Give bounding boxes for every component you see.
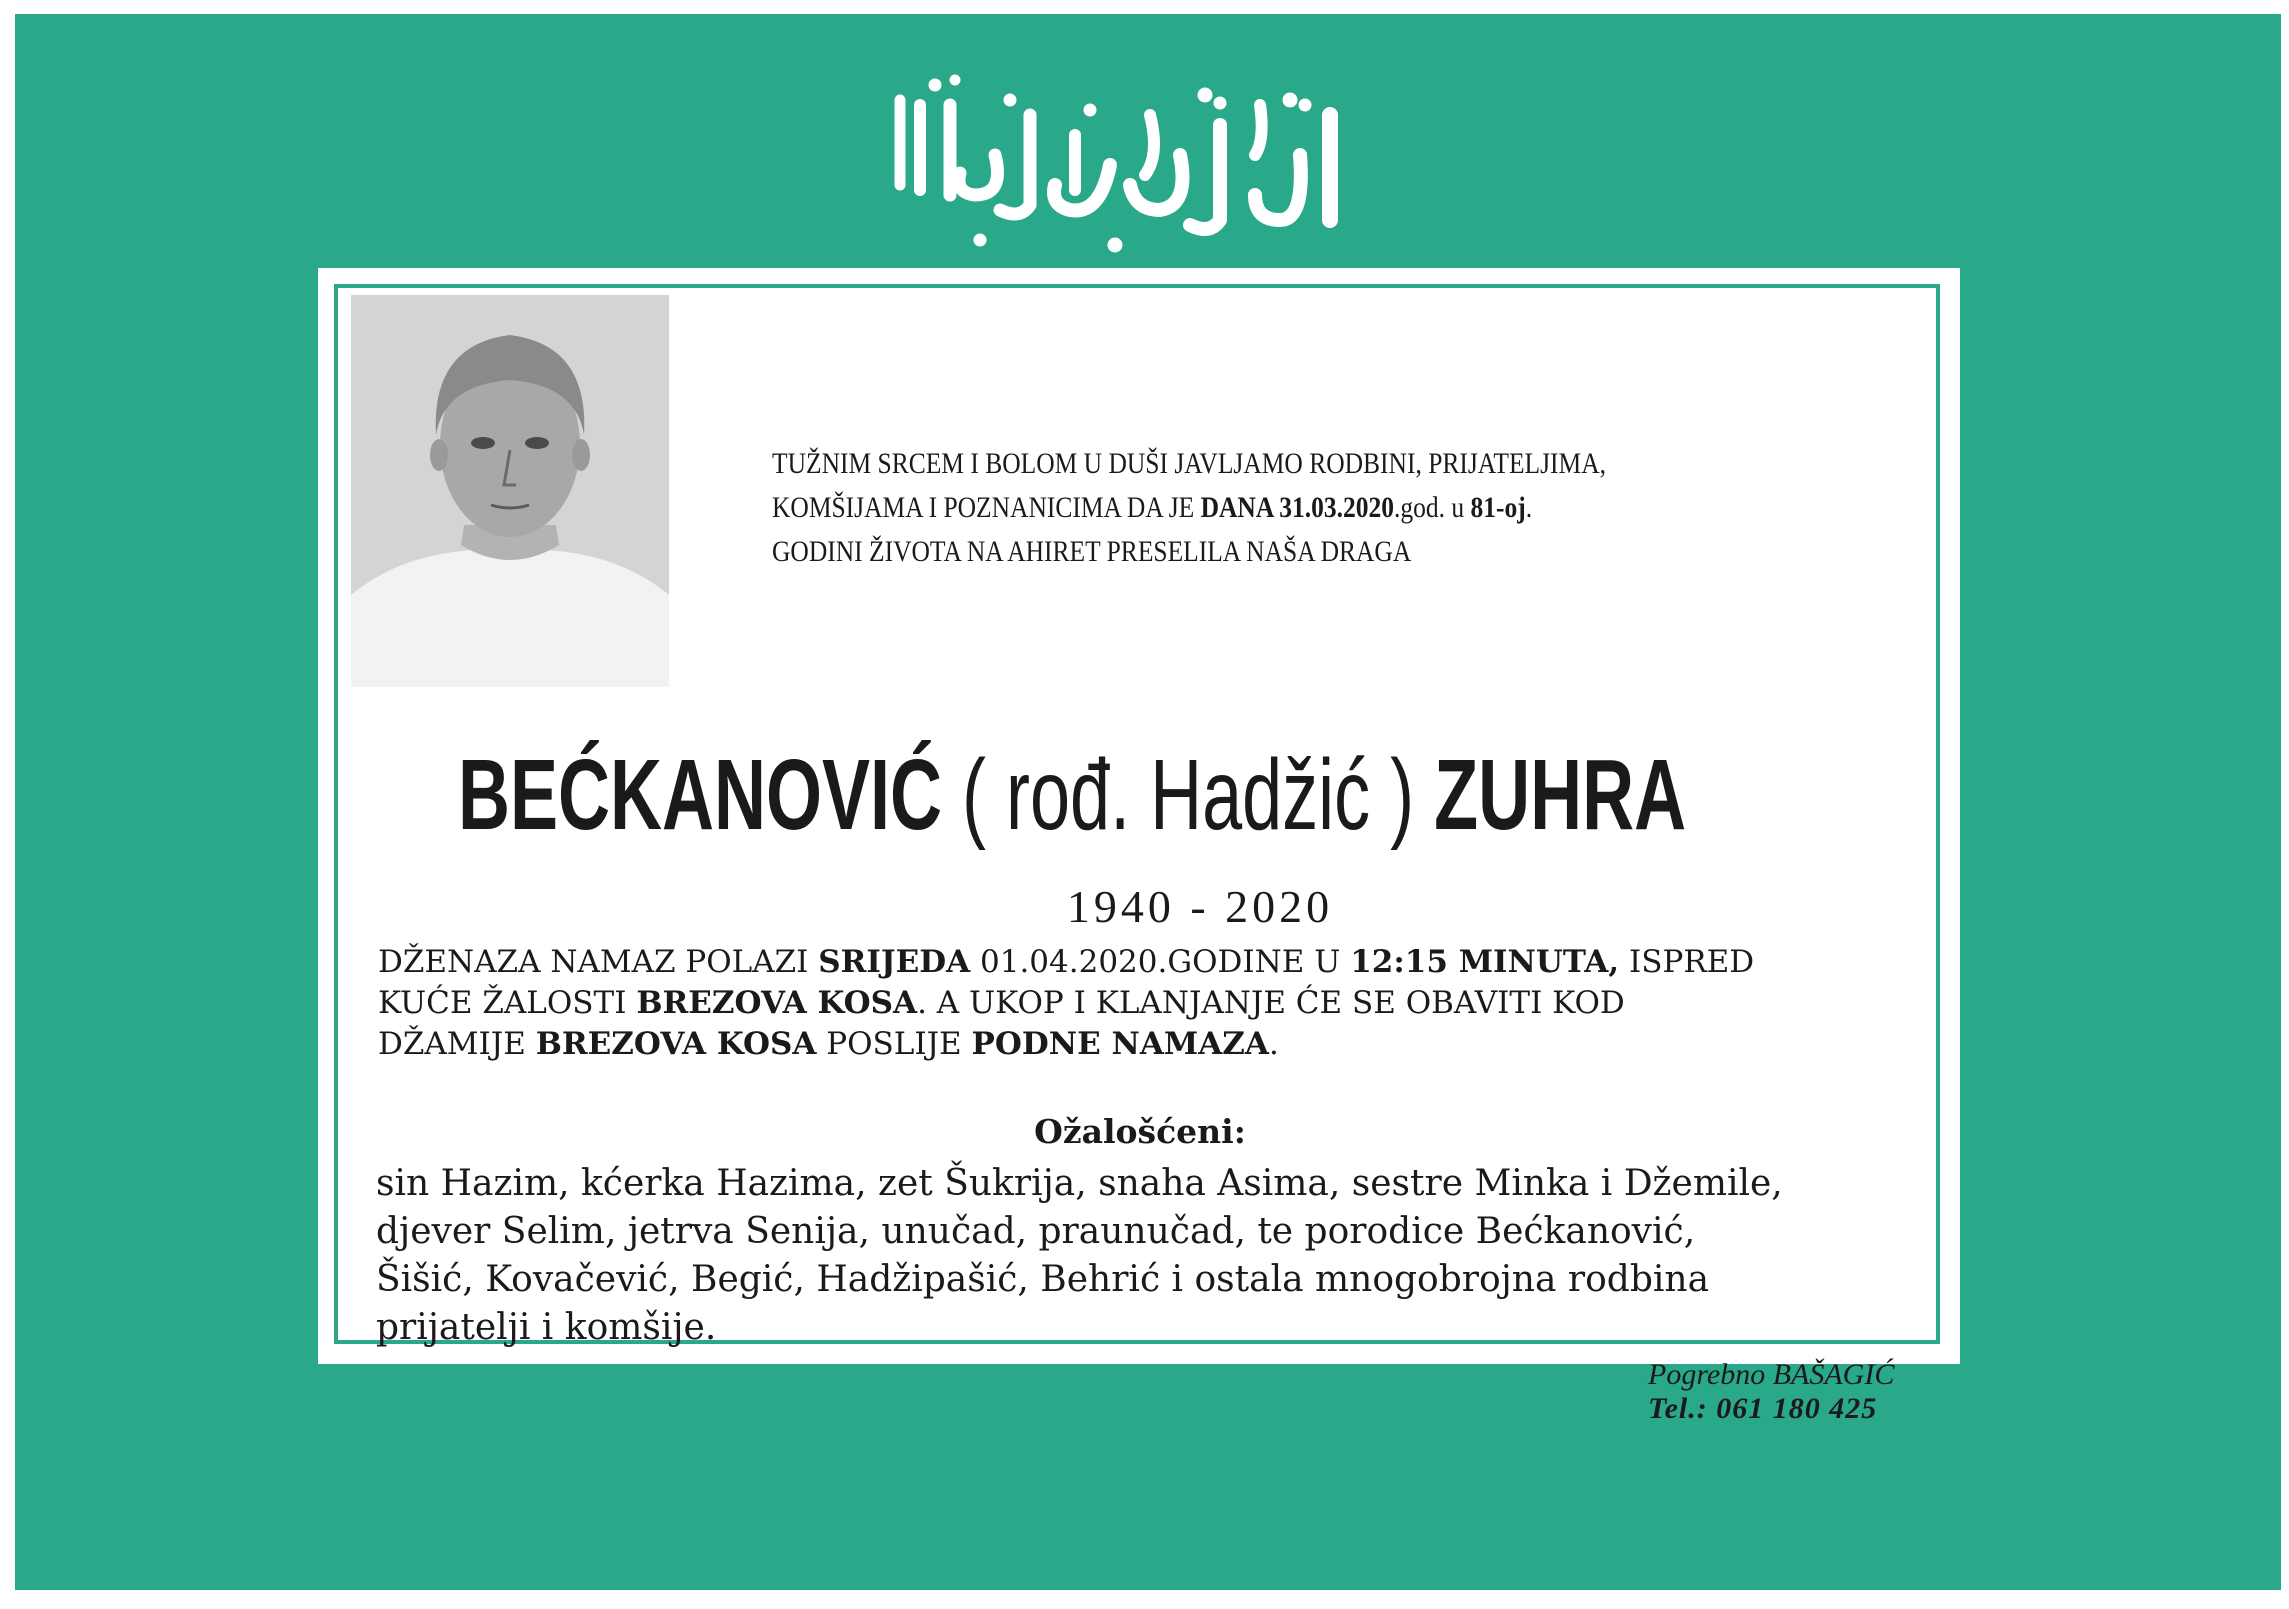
funeral-home-name: Pogrebno BAŠAGIĆ xyxy=(1648,1358,1895,1391)
funeral-line-1 xyxy=(378,942,1898,983)
intro-line-2 xyxy=(772,486,1622,530)
surname: BEĆKANOVIĆ xyxy=(458,739,943,851)
death-date: 31.03.2020 xyxy=(1272,491,1394,524)
intro-line-2-start: KOMŠIJAMA I POZNANICIMA DA JE xyxy=(772,491,1201,524)
funeral-prayer: PODNE NAMAZA xyxy=(971,1026,1269,1062)
funeral-line-2 xyxy=(378,983,1898,1024)
funeral-text-5: . A UKOP I KLANJANJE ĆE SE OBAVITI KOD xyxy=(917,985,1625,1021)
funeral-text-1: DŽENAZA NAMAZ POLAZI xyxy=(378,944,819,980)
funeral-details xyxy=(378,942,1898,1065)
funeral-place-2: BREZOVA KOSA xyxy=(535,1026,817,1062)
funeral-text-7: POSLIJE xyxy=(816,1026,972,1062)
funeral-text-4: KUĆE ŽALOSTI xyxy=(378,985,637,1021)
funeral-home-phone: Tel.: 061 180 425 xyxy=(1648,1392,1878,1425)
age: 81-oj xyxy=(1470,491,1526,524)
funeral-text-3: ISPRED xyxy=(1619,944,1755,980)
portrait-photo xyxy=(351,295,669,687)
intro-line-2-end: . xyxy=(1525,491,1533,524)
mourners-line-2: djever Selim, jetrva Senija, unučad, praunučad, te porodice Bećkanović, xyxy=(376,1211,1696,1252)
mourners-line-3: Šišić, Kovačević, Begić, Hadžipašić, Behrić i ostala mnogobrojna rodbina xyxy=(376,1259,1710,1300)
funeral-home-footer xyxy=(1648,1358,2128,1426)
intro-god: .god. u xyxy=(1393,491,1471,524)
intro-line-3: GODINI ŽIVOTA NA AHIRET PRESELILA NAŠA DRAGA xyxy=(772,535,1412,568)
intro-line-1: TUŽNIM SRCEM I BOLOM U DUŠI JAVLJAMO RODBINI, PRIJATELJIMA, xyxy=(772,447,1606,480)
first-name: ZUHRA xyxy=(1434,739,1687,851)
maiden-name: ( rođ. Hadžić ) xyxy=(942,739,1435,851)
funeral-text-6: DŽAMIJE xyxy=(378,1026,536,1062)
intro-text xyxy=(772,442,1622,574)
mourners-list xyxy=(376,1160,1936,1352)
deceased-name xyxy=(458,735,1687,855)
mourners-line-4: prijatelji i komšije. xyxy=(376,1307,717,1348)
intro-dana: DANA xyxy=(1200,491,1273,524)
mourners-line-1: sin Hazim, kćerka Hazima, zet Šukrija, snaha Asima, sestre Minka i Džemile, xyxy=(376,1163,1783,1204)
funeral-date: 01.04.2020.GODINE U xyxy=(970,944,1351,980)
funeral-text-8: . xyxy=(1268,1026,1279,1062)
funeral-day: SRIJEDA xyxy=(818,944,971,980)
calligraphy-header xyxy=(860,45,1380,265)
life-years: 1940 - 2020 xyxy=(1066,881,1334,932)
funeral-line-3 xyxy=(378,1024,1898,1065)
mourners-title: Ožalošćeni: xyxy=(1034,1112,1246,1151)
funeral-place-1: BREZOVA KOSA xyxy=(636,985,918,1021)
funeral-time: 12:15 MINUTA, xyxy=(1350,944,1620,980)
